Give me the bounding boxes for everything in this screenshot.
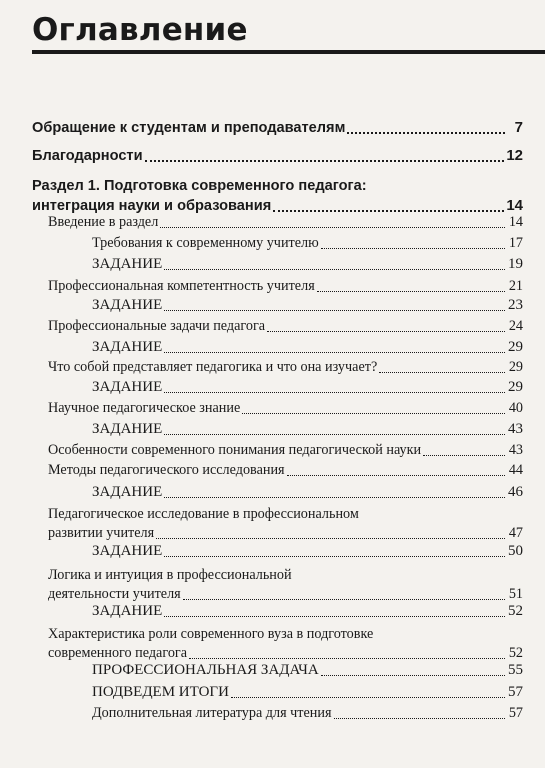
toc-page-number: 52: [508, 603, 523, 619]
toc-entry-title: Обращение к студентам и преподавателям: [32, 120, 346, 136]
toc-entry-assignment: [92, 296, 523, 315]
toc-entry-professional-task: [92, 661, 523, 680]
toc-page-number: 14: [506, 197, 523, 214]
toc-page-number: 57: [508, 684, 523, 700]
leader-dots: [164, 310, 505, 311]
toc-entry-assignment: [92, 378, 523, 397]
toc-entry: [48, 625, 523, 663]
toc-page-number: 29: [508, 379, 523, 395]
toc-entry-title: ПОДВЕДЕМ ИТОГИ: [92, 684, 229, 700]
toc-page-number: 14: [508, 214, 523, 230]
leader-dots: [321, 675, 505, 676]
toc-page-number: 24: [508, 318, 523, 334]
toc-page-number: 29: [508, 359, 523, 375]
leader-dots: [273, 210, 504, 212]
leader-dots: [164, 434, 505, 435]
leader-dots: [287, 475, 505, 476]
toc-entry-assignment: [92, 255, 523, 274]
toc-page-number: 7: [514, 119, 523, 136]
toc-entry-further-reading: [92, 704, 523, 723]
toc-entry: [48, 441, 523, 460]
toc-entry-title: ЗАДАНИЕ: [92, 484, 163, 500]
leader-dots: [164, 616, 505, 617]
toc-entry-section-1: [32, 176, 523, 216]
toc-page-number: 46: [508, 484, 523, 500]
toc-entry-title-cont: развитии учителя: [48, 525, 155, 541]
toc-entry-title: Характеристика роли современного вуза в подготовке: [48, 626, 374, 642]
toc-entry-title: Особенности современного понимания педагогической науки: [48, 442, 422, 458]
toc-entry-title: Введение в раздел: [48, 214, 159, 230]
toc-entry-title: Благодарности: [32, 148, 143, 164]
leader-dots: [183, 599, 505, 600]
toc-entry-title: ЗАДАНИЕ: [92, 297, 163, 313]
toc-entry-title-cont: интеграция науки и образования: [32, 198, 272, 214]
toc-entry-assignment: [92, 338, 523, 357]
toc-page-number: 43: [508, 421, 523, 437]
leader-dots: [267, 331, 505, 332]
leader-dots: [334, 718, 506, 719]
leader-dots: [423, 455, 505, 456]
toc-entry: [48, 399, 523, 418]
toc-page-number: 21: [508, 278, 523, 294]
leader-dots: [242, 413, 505, 414]
leader-dots: [347, 132, 505, 134]
leader-dots: [156, 538, 505, 539]
toc-page-number: 44: [508, 462, 523, 478]
toc-entry-address: [32, 118, 523, 138]
toc-entry: [92, 234, 523, 253]
toc-page-number: 29: [508, 339, 523, 355]
toc-entry-title: ЗАДАНИЕ: [92, 339, 163, 355]
toc-entry-title: ЗАДАНИЕ: [92, 256, 163, 272]
leader-dots: [164, 497, 505, 498]
toc-entry-title: ЗАДАНИЕ: [92, 379, 163, 395]
leader-dots: [145, 160, 505, 162]
toc-entry: [48, 505, 523, 543]
leader-dots: [164, 392, 505, 393]
toc-page-number: 57: [508, 705, 523, 721]
toc-entry-title: Логика и интуиция в профессиональной: [48, 567, 292, 583]
toc-entry-title: Педагогическое исследование в профессиональном: [48, 506, 359, 522]
toc-entry-title: Дополнительная литература для чтения: [92, 705, 332, 721]
toc-entry: [48, 277, 523, 296]
leader-dots: [160, 227, 505, 228]
toc-page-number: 50: [508, 543, 523, 559]
leader-dots: [379, 372, 505, 373]
toc-entry: [48, 566, 523, 604]
toc-entry-acknowledgements: [32, 146, 523, 166]
leader-dots: [317, 291, 505, 292]
toc-entry-assignment: [92, 602, 523, 621]
toc-entry-title: Требования к современному учителю: [92, 235, 319, 251]
toc-entry-title: Что собой представляет педагогика и что она изучает?: [48, 359, 378, 375]
toc-page-number: 40: [508, 400, 523, 416]
toc-entry-title: ЗАДАНИЕ: [92, 603, 163, 619]
toc-page-number: 55: [508, 662, 523, 678]
toc-entry-title: Методы педагогического исследования: [48, 462, 285, 478]
toc-page-number: 19: [508, 256, 523, 272]
toc-page-number: 51: [508, 586, 523, 602]
toc-page-number: 43: [508, 442, 523, 458]
toc-entry-title: Профессиональная компетентность учителя: [48, 278, 315, 294]
toc-page-number: 52: [508, 645, 523, 661]
toc-entry-title: ПРОФЕССИОНАЛЬНАЯ ЗАДАЧА: [92, 662, 319, 678]
leader-dots: [164, 556, 505, 557]
toc-entry-summary: [92, 683, 523, 702]
toc-entry-assignment: [92, 420, 523, 439]
toc-entry: [48, 317, 523, 336]
toc-page-number: 12: [506, 147, 523, 164]
toc-entry: [48, 461, 523, 480]
leader-dots: [321, 248, 505, 249]
page-title: Оглавление: [32, 12, 248, 48]
toc-entry-title: Научное педагогическое знание: [48, 400, 241, 416]
leader-dots: [189, 658, 505, 659]
toc-page-number: 17: [508, 235, 523, 251]
toc-entry-assignment: [92, 483, 523, 502]
toc-entry-title-cont: современного педагога: [48, 645, 188, 661]
toc-entry: [48, 213, 523, 232]
toc-page-number: 47: [508, 525, 523, 541]
toc-page-number: 23: [508, 297, 523, 313]
toc-entry-title: ЗАДАНИЕ: [92, 421, 163, 437]
toc-entry-title-cont: деятельности учителя: [48, 586, 181, 602]
leader-dots: [231, 697, 505, 698]
toc-entry-title: ЗАДАНИЕ: [92, 543, 163, 559]
toc-entry-assignment: [92, 542, 523, 561]
leader-dots: [164, 352, 505, 353]
toc-entry-title: Раздел 1. Подготовка современного педагога:: [32, 178, 367, 194]
toc-entry: [48, 358, 523, 377]
leader-dots: [164, 269, 505, 270]
toc-entry-title: Профессиональные задачи педагога: [48, 318, 266, 334]
